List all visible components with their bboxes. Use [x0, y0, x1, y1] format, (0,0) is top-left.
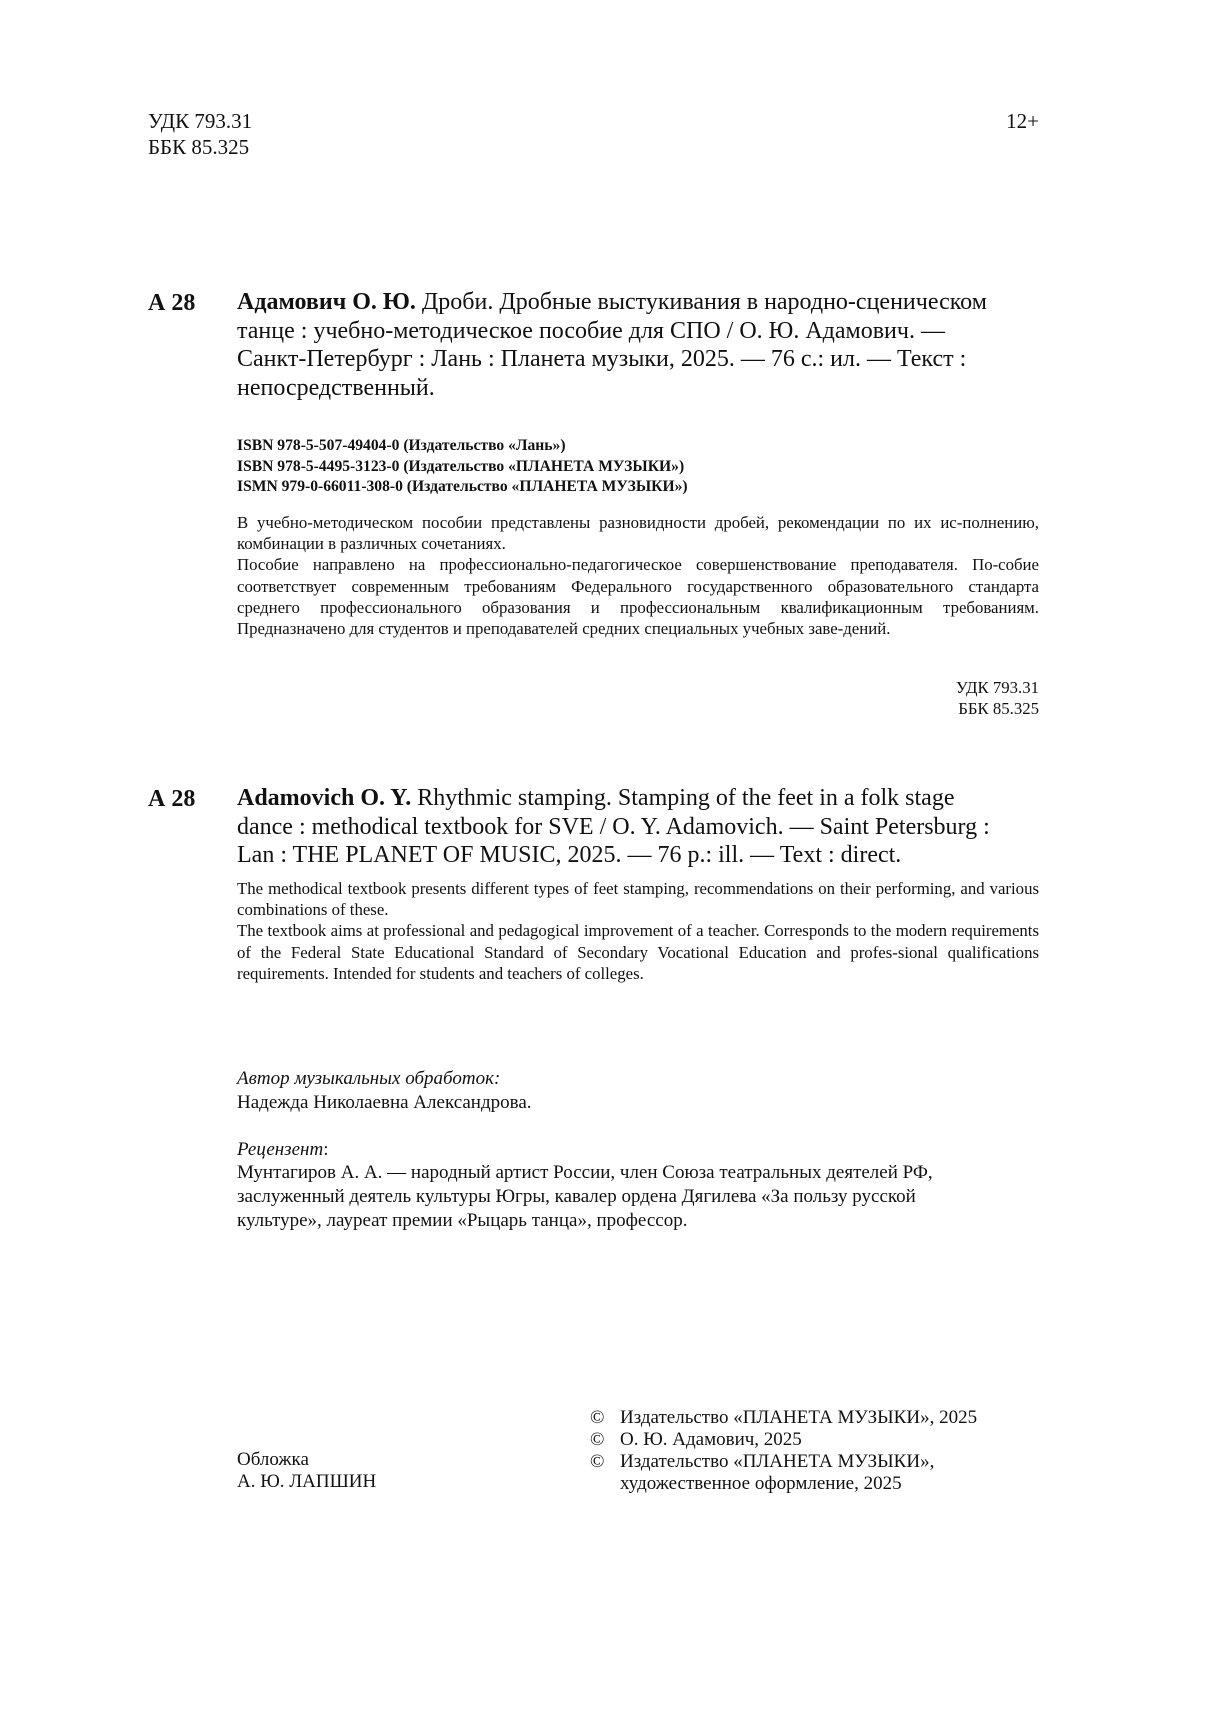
- ru-abstract: [237, 512, 1039, 639]
- isbn-list: [237, 436, 688, 498]
- en-abstract: [237, 878, 1039, 984]
- reviewer-line-1: Мунтагиров А. А. — народный артист России, член Союза театральных деятелей РФ,: [237, 1162, 933, 1183]
- ru-entry-line-3: Санкт-Петербург : Лань : Планета музыки, 2025. — 76 с.: ил. — Текст :: [237, 346, 967, 372]
- copyright-text: Издательство «ПЛАНЕТА МУЗЫКИ», 2025: [620, 1407, 978, 1428]
- ru-udk: УДК 793.31: [955, 678, 1039, 697]
- en-abstract-paragraph-2: The textbook aims at professional and pedagogical improvement of a teacher. Corresponds to the modern requirements of the Federal State Educational Standard of Secondary Vocational Education and profes-sional qualifications requirements. Intended for students and teachers of colleges.: [237, 921, 1039, 983]
- copyright-block: [590, 1407, 977, 1495]
- ismn-planeta: ISMN 979-0-66011-308-0 (Издательство «ПЛАНЕТА МУЗЫКИ»): [237, 478, 688, 495]
- en-entry-line-1-text: Rhythmic stamping. Stamping of the feet in a folk stage: [417, 785, 955, 811]
- ru-entry-line-2: танце : учебно-методическое пособие для СПО / О. Ю. Адамович. —: [237, 317, 945, 344]
- ru-bibliographic-description: [237, 288, 1039, 402]
- header-classification: [148, 108, 252, 160]
- en-bibliographic-description: [237, 784, 1039, 870]
- ru-classification: [956, 677, 1039, 719]
- ru-author: Адамович О. Ю.: [237, 289, 416, 315]
- age-rating: 12+: [1006, 109, 1039, 133]
- header-bbk: ББК 85.325: [148, 135, 250, 159]
- isbn-lan: ISBN 978-5-507-49404-0 (Издательство «Лань»): [237, 437, 566, 454]
- cover-artist: А. Ю. ЛАПШИН: [237, 1471, 377, 1492]
- arranger-credit: [237, 1067, 532, 1114]
- isbn-planeta: ISBN 978-5-4495-3123-0 (Издательство «ПЛАНЕТА МУЗЫКИ»): [237, 457, 685, 475]
- ru-entry-line-4: непосредственный.: [237, 374, 435, 401]
- ru-entry-line-1: [237, 288, 1039, 317]
- copyright-text-continued: художественное оформление, 2025: [620, 1473, 902, 1494]
- reviewer-heading: [237, 1138, 328, 1162]
- reviewer-line-2: заслуженный деятель культуры Югры, кавалер ордена Дягилева «За пользу русской: [237, 1186, 916, 1207]
- ru-abstract-paragraph-2: Пособие направлено на профессионально-педагогическое совершенствование преподавателя. По-собие соответствует современным требованиям Федерального государственного образовательного стандарта среднего профессионального образования и профессиональным квалификационным требованиям. Предназначено для студентов и преподавателей средних специальных учебных заве-дений.: [237, 555, 1039, 639]
- cover-credit: [237, 1449, 376, 1493]
- en-entry-line-3: Lan : THE PLANET OF MUSIC, 2025. — 76 p.: ill. — Text : direct.: [237, 842, 902, 868]
- arranger-name: Надежда Николаевна Александрова.: [237, 1091, 532, 1113]
- reviewer-details: [237, 1161, 1027, 1233]
- copyright-icon: ©: [590, 1451, 605, 1472]
- en-abstract-paragraph-1: The methodical textbook presents different types of feet stamping, recommendations on their performing, and various combinations of these.: [237, 879, 1039, 920]
- en-catalog-code: А 28: [148, 786, 196, 812]
- en-entry-line-1: [237, 784, 1039, 813]
- en-author: Adamovich O. Y.: [237, 785, 412, 811]
- cover-label: Обложка: [237, 1449, 309, 1470]
- ru-catalog-code: А 28: [148, 290, 196, 316]
- copyright-item: [590, 1429, 977, 1451]
- copyright-text: Издательство «ПЛАНЕТА МУЗЫКИ»,: [620, 1451, 935, 1472]
- copyright-icon: ©: [590, 1407, 605, 1428]
- arranger-role: Автор музыкальных обработок:: [237, 1068, 501, 1089]
- reviewer-colon: :: [323, 1139, 329, 1160]
- copyright-icon: ©: [590, 1429, 605, 1450]
- header-udk: УДК 793.31: [148, 109, 253, 133]
- reviewer-line-3: культуре», лауреат премии «Рыцарь танца», профессор.: [237, 1210, 688, 1231]
- copyright-item: [590, 1451, 977, 1495]
- copyright-text: О. Ю. Адамович, 2025: [620, 1429, 802, 1450]
- ru-entry-line-1-text: Дроби. Дробные выстукивания в народно-сценическом: [421, 289, 987, 315]
- reviewer-role: Рецензент: [237, 1139, 324, 1160]
- en-entry-line-2: dance : methodical textbook for SVE / O. Y. Adamovich. — Saint Petersburg :: [237, 813, 990, 840]
- copyright-item: [590, 1407, 977, 1429]
- ru-bbk: ББК 85.325: [958, 699, 1039, 719]
- ru-abstract-paragraph-1: В учебно-методическом пособии представлены разновидности дробей, рекомендации по их ис-полнению, комбинации в различных сочетаниях.: [237, 513, 1039, 554]
